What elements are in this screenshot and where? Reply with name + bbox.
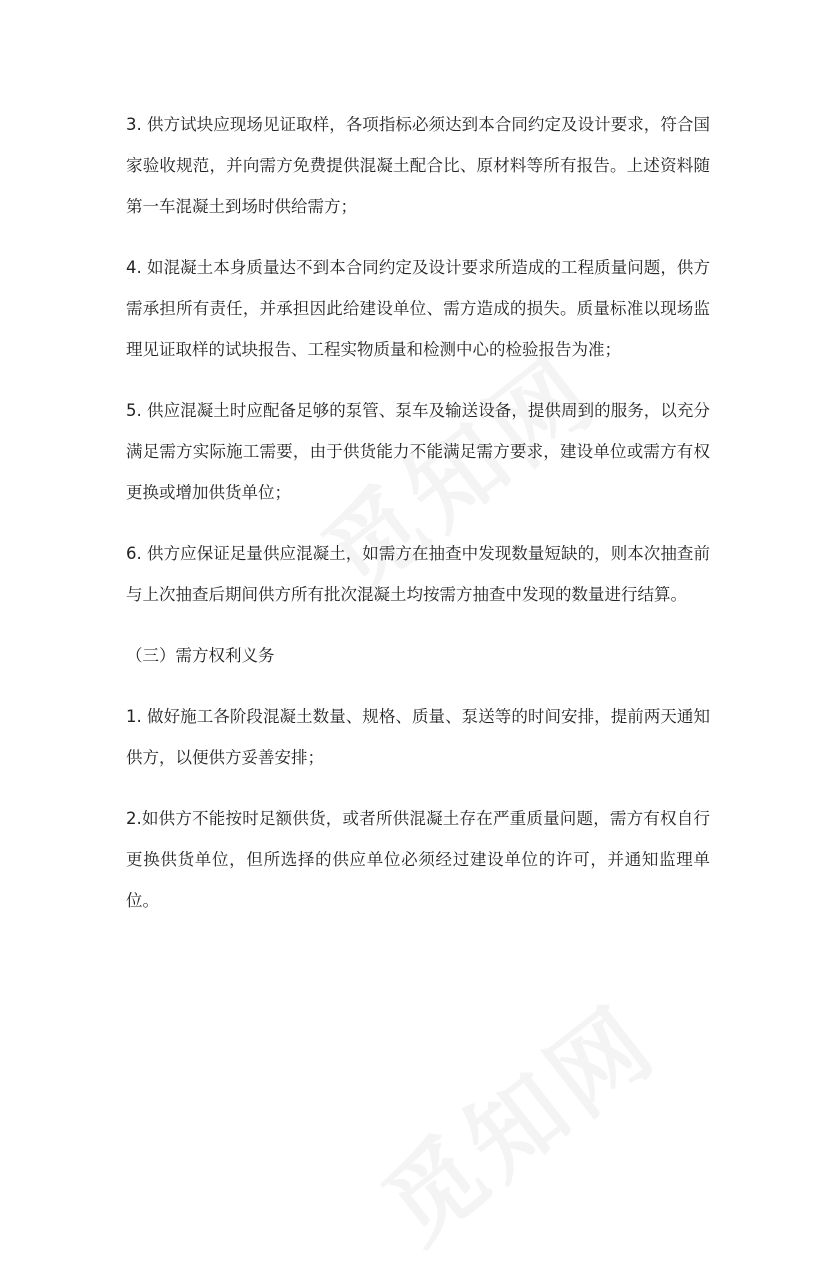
buyer-clause-1-paragraph: 1. 做好施工各阶段混凝土数量、规格、质量、泵送等的时间安排，提前两天通知供方，以便供方妥善安排； (126, 707, 710, 767)
section-heading: （三）需方权利义务 (126, 646, 275, 665)
clause-3-paragraph: 3. 供方试块应现场见证取样，各项指标必须达到本合同约定及设计要求，符合国家验收规范，并向需方免费提供混凝土配合比、原材料等所有报告。上述资料随第一车混凝土到场时供给需方； (126, 115, 710, 216)
document-body (126, 104, 710, 941)
buyer-clause-2-paragraph: 2.如供方不能按时足额供货，或者所供混凝土存在严重质量问题，需方有权自行更换供货单位，但所选择的供应单位必须经过建设单位的许可，并通知监理单位。 (126, 809, 710, 910)
clause-4-paragraph: 4. 如混凝土本身质量达不到本合同约定及设计要求所造成的工程质量问题，供方需承担所有责任，并承担因此给建设单位、需方造成的损失。质量标准以现场监理见证取样的试块报告、工程实物质量和检测中心的检验报告为准； (126, 258, 710, 359)
watermark (351, 968, 681, 1268)
clause-5-paragraph: 5. 供应混凝土时应配备足够的泵管、泵车及输送设备，提供周到的服务，以充分满足需方实际施工需要，由于供货能力不能满足需方要求，建设单位或需方有权更换或增加供货单位； (126, 401, 710, 502)
clause-6-paragraph: 6. 供方应保证足量供应混凝土，如需方在抽查中发现数量短缺的，则本次抽查前与上次抽查后期间供方所有批次混凝土均按需方抽查中发现的数量进行结算。 (126, 544, 710, 604)
